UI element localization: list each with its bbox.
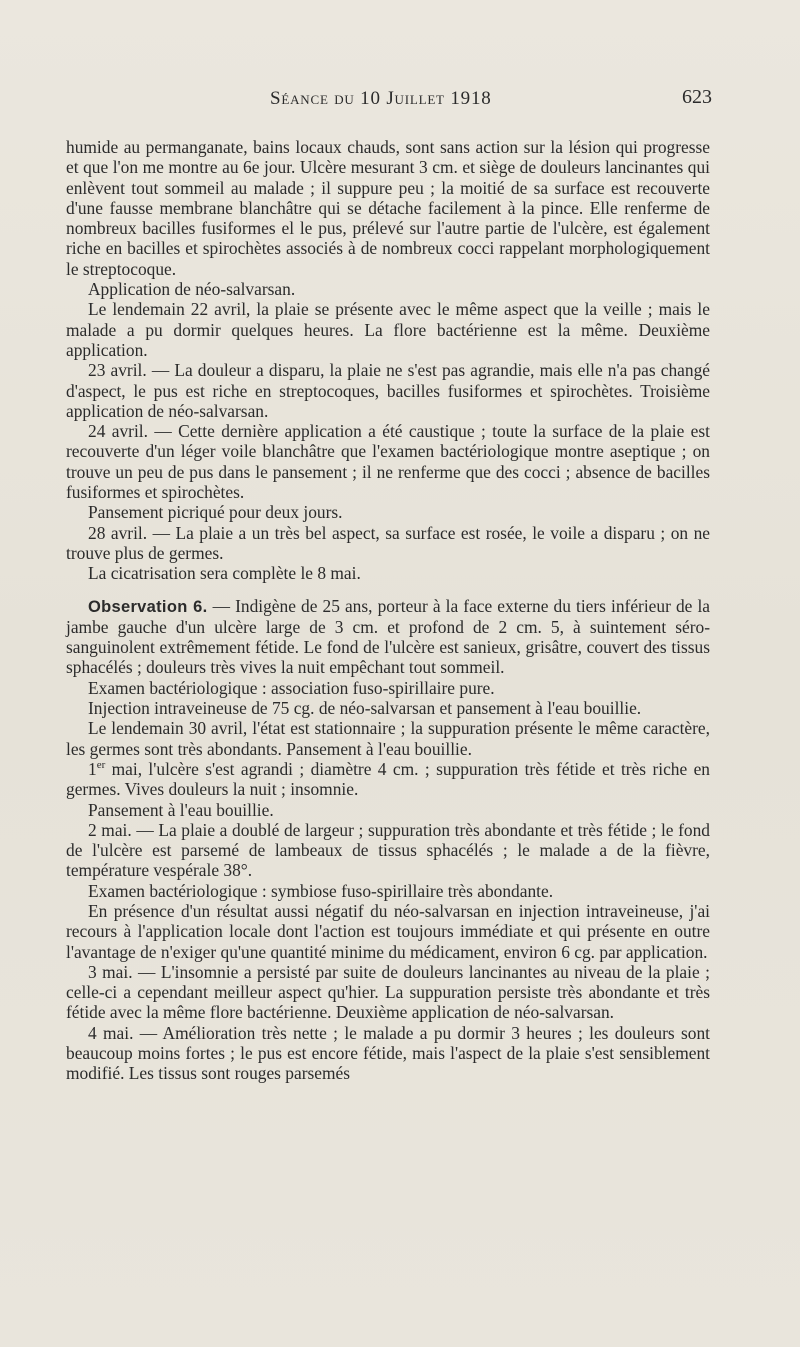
running-head: [60, 88, 712, 114]
paragraph: 24 avril. — Cette dernière application a été caustique ; toute la surface de la plaie est recouverte d'un léger voile blanchâtre que l'examen bactériologique montre aseptique ; on trouve un peu de pus dans le pansement ; il ne renferme que des cocci ; absence de bacilles fusiformes et spirochètes.: [66, 421, 710, 503]
observation-paragraph: [66, 596, 710, 678]
paragraph: Le lendemain 30 avril, l'état est stationnaire ; la suppuration présente le même caractère, les germes sont très abondants. Pansement à l'eau bouillie.: [66, 718, 710, 759]
running-title: Séance du 10 Juillet 1918: [270, 88, 492, 109]
paragraph: Pansement picriqué pour deux jours.: [88, 502, 343, 523]
paragraph: Le lendemain 22 avril, la plaie se présente avec le même aspect que la veille ; mais le malade a pu dormir quelques heures. La flore bactérienne est la même. Deuxième application.: [66, 299, 710, 360]
paragraph: En présence d'un résultat aussi négatif du néo-salvarsan en injection intraveineuse, j'ai recours à l'application locale dont l'action est toujours immédiate et qui présente en outre l'avantage de n'exiger qu'une quantité minime du médicament, environ 6 cg. par application.: [66, 900, 710, 962]
observation-text: — Indigène de 25 ans, porteur à la face externe du tiers inférieur de la jambe gauche d'un ulcère large de 3 cm. et profond de 2 cm. 5, à suintement séro-sanguinolent extrêmement fétide. Le fond de l'ulcère est sanieux, grisâtre, couvert des tissus sphacélés ; douleurs très vives la nuit empêchant tout sommeil.: [66, 595, 710, 678]
paragraph: 23 avril. — La douleur a disparu, la plaie ne s'est pas agrandie, mais elle n'a pas changé d'aspect, le pus est riche en streptocoques, bacilles fusiformes et spirochètes. Troisième application de néo-salvarsan.: [66, 360, 710, 421]
paragraph: Application de néo-salvarsan.: [88, 279, 296, 300]
page-number: 623: [682, 86, 712, 108]
paragraph-text: mai, l'ulcère s'est agrandi ; diamètre 4 cm. ; suppuration très fétide et très riche en germes. Vives douleurs la nuit ; insomnie.: [66, 758, 710, 800]
paragraph: Examen bactériologique : association fuso-spirillaire pure.: [88, 677, 495, 698]
paragraph: Injection intraveineuse de 75 cg. de néo-salvarsan et pansement à l'eau bouillie.: [88, 698, 642, 719]
paragraph: Examen bactériologique : symbiose fuso-spirillaire très abondante.: [88, 880, 554, 901]
paragraph: 3 mai. — L'insomnie a persisté par suite de douleurs lancinantes au niveau de la plaie ; celle-ci a cependant meilleur aspect qu'hier. La suppuration persiste très abondante et très fétide avec la même flore bactérienne. Deuxième application de néo-salvarsan.: [66, 961, 710, 1023]
observation-label: Observation 6.: [88, 597, 208, 616]
paragraph: La cicatrisation sera complète le 8 mai.: [88, 563, 361, 584]
paragraph: 2 mai. — La plaie a doublé de largeur ; suppuration très abondante et très fétide ; le fond de l'ulcère est parsemé de lambeaux de tissus sphacélés ; le malade a de la fièvre, température vespérale 38°.: [66, 819, 710, 881]
body-text: [66, 137, 710, 1084]
paragraph: 28 avril. — La plaie a un très bel aspect, sa surface est rosée, le voile a disparu ; on ne trouve plus de germes.: [66, 522, 710, 563]
paragraph-first-may: [66, 759, 710, 800]
paragraph: humide au permanganate, bains locaux chauds, sont sans action sur la lésion qui progresse et que l'on me montre au 6e jour. Ulcère mesurant 3 cm. et siège de douleurs lancinantes qui enlèvent tout sommeil au malade ; il suppure peu ; la moitié de sa surface est recouverte d'une fausse membrane blanchâtre qui se détache facilement à la pince. Elle renferme de nombreux bacilles fusiformes el le pus, prélevé sur l'autre partie de l'ulcère, est également riche en bacilles et spirochètes associés à de nombreux cocci rappelant morphologiquement le streptocoque.: [66, 137, 710, 279]
paragraph: 4 mai. — Amélioration très nette ; le malade a pu dormir 3 heures ; les douleurs sont beaucoup moins fortes ; le pus est encore fétide, mais l'aspect de la plaie s'est sensiblement modifié. Les tissus sont rouges parsemés: [66, 1022, 710, 1084]
paragraph: Pansement à l'eau bouillie.: [88, 799, 274, 820]
ordinal-superscript: er: [96, 759, 106, 772]
date-number: 1: [88, 758, 97, 779]
